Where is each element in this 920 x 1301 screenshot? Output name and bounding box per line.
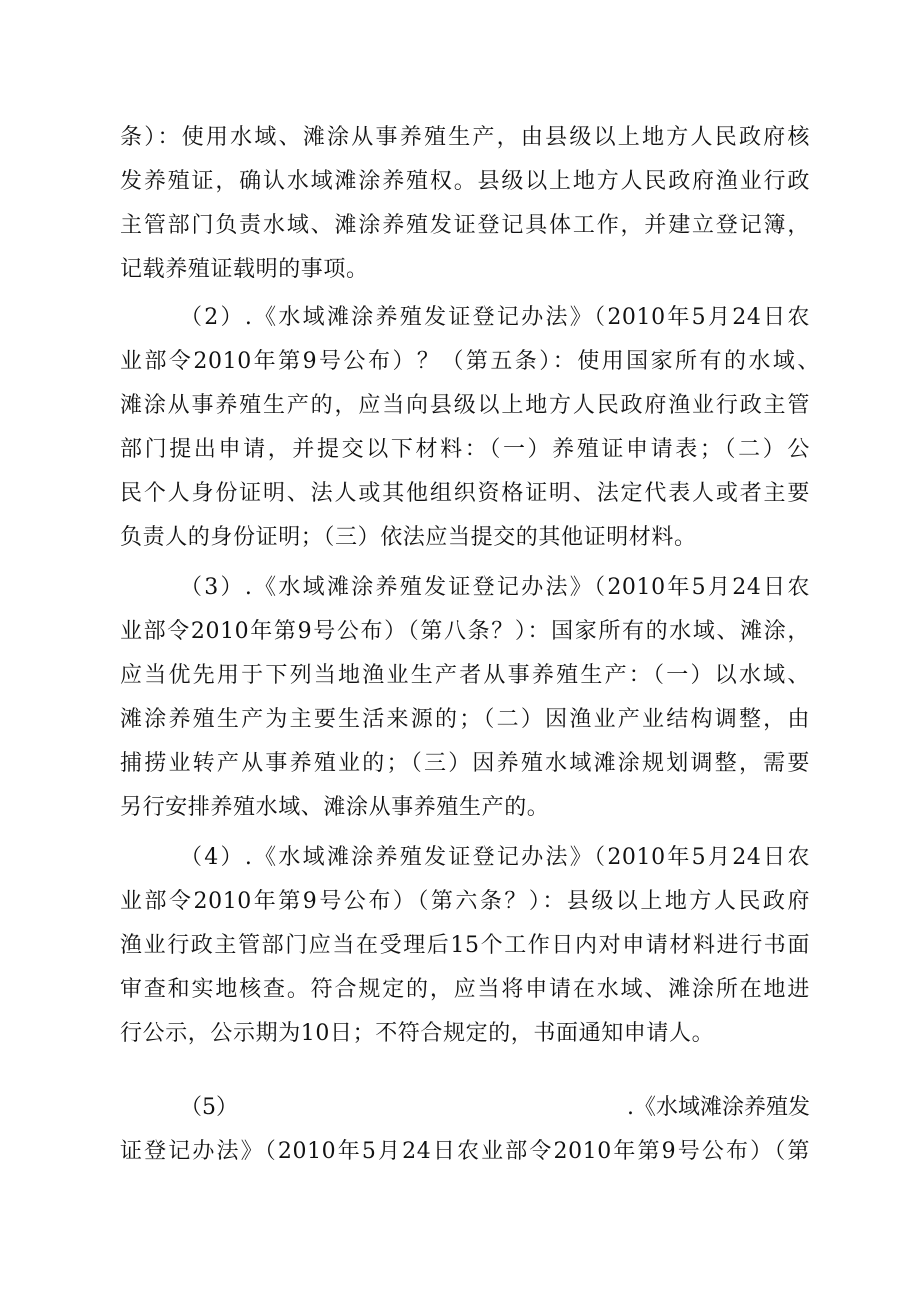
paragraph-line: （5） [180,1095,238,1120]
paragraph-line: 业部令2010年第9号公布）？（第五条）：使用国家所有的水域、 [120,349,820,374]
paragraph-line: （2）.《水域滩涂养殖发证登记办法》（2010年5月24日农 [180,305,810,330]
paragraph-line: 滩涂从事养殖生产的，应当向县级以上地方人民政府渔业行政主管 [120,393,810,418]
paragraph-line: 民个人身份证明、法人或其他组织资格证明、法定代表人或者主要 [120,481,810,506]
paragraph-line: 滩涂养殖生产为主要生活来源的；（二）因渔业产业结构调整，由 [120,707,810,732]
paragraph-line: 捕捞业转产从事养殖业的；（三）因养殖水域滩涂规划调整，需要 [120,751,810,776]
paragraph-line: 条）：使用水域、滩涂从事养殖生产，由县级以上地方人民政府核 [120,125,810,150]
paragraph-line: 记载养殖证载明的事项。 [120,257,369,282]
paragraph-line: .《水域滩涂养殖发 [627,1095,810,1120]
paragraph-line: 业部令2010年第9号公布）（第八条？）：国家所有的水域、滩涂， [120,619,810,644]
paragraph-line: 负责人的身份证明；（三）依法应当提交的其他证明材料。 [120,525,697,550]
paragraph-line: 另行安排养殖水域、滩涂从事养殖生产的。 [120,795,550,820]
paragraph-line: 审查和实地核查。符合规定的，应当将申请在水域、滩涂所在地进 [120,977,810,1002]
paragraph-line: 部门提出申请，并提交以下材料：（一）养殖证申请表；（二）公 [120,437,810,462]
paragraph-line: 业部令2010年第9号公布）（第六条？）：县级以上地方人民政府 [120,889,810,914]
paragraph-line: 渔业行政主管部门应当在受理后15个工作日内对申请材料进行书面 [120,933,810,958]
paragraph-line: 主管部门负责水域、滩涂养殖发证登记具体工作，并建立登记簿， [120,213,810,238]
paragraph-line: （4）.《水域滩涂养殖发证登记办法》（2010年5月24日农 [180,845,810,870]
paragraph-line: 发养殖证，确认水域滩涂养殖权。县级以上地方人民政府渔业行政 [120,169,810,194]
paragraph-line: 行公示，公示期为10日；不符合规定的，书面通知申请人。 [120,1021,715,1046]
paragraph-line: 应当优先用于下列当地渔业生产者从事养殖生产：（一）以水域、 [120,663,810,688]
paragraph-line: （3）.《水域滩涂养殖发证登记办法》（2010年5月24日农 [180,575,810,600]
paragraph-line: 证登记办法》（2010年5月24日农业部令2010年第9号公布）（第 [120,1139,810,1164]
